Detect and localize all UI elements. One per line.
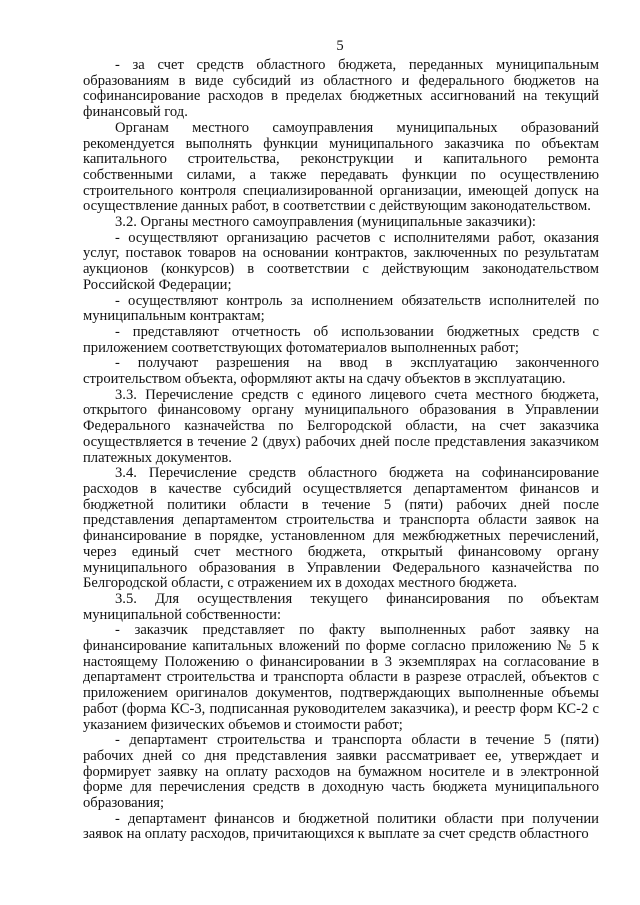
paragraph-customer-request-item: - заказчик представляет по факту выполненных работ заявку на финансирование капитальных вложений по форме согласно приложению № 5 к настоящему Положению о финансировании в 3 экземплярах на согласование в департамент строительства и транспорта области в разрезе отраслей, объектов с приложением оригиналов документов, подтверждающих выполненные объемы работ (форма КС-3, подписанная руководителем заказчика), и реестр форм КС-2 с указанием физических объемов и стоимости работ;	[83, 622, 599, 733]
page-number: 5	[336, 38, 344, 54]
paragraph-permits-item: - получают разрешения на ввод в эксплуатацию законченного строительством объекта, оформляют акты на сдачу объектов в эксплуатацию.	[83, 355, 599, 388]
paragraph-subsidies-item: - за счет средств областного бюджета, переданных муниципальным образованиям в виде субсидий из областного и федерального бюджетов на софинансирование расходов в пределах бюджетных ассигнований на текущий финансовый год.	[83, 57, 599, 121]
paragraph-settlements-item: - осуществляют организацию расчетов с исполнителями работ, оказания услуг, поставок товаров на основании контрактов, заключенных по результатам аукционов (конкурсов) в соответствии с действующим законодательством Российской Федерации;	[83, 229, 599, 293]
paragraph-control-item: - осуществляют контроль за исполнением обязательств исполнителей по муниципальным контрактам;	[83, 292, 599, 325]
paragraph-construction-department-item: - департамент строительства и транспорта области в течение 5 (пяти) рабочих дней со дня представления заявки рассматривает ее, утверждает и формирует заявку на оплату расходов на бумажном носителе и в электронной форме для перечисления средств в доходную часть бюджета муниципального образования;	[83, 732, 599, 812]
paragraph-reporting-item: - представляют отчетность об использовании бюджетных средств с приложением соответствующих фотоматериалов выполненных работ;	[83, 323, 599, 356]
paragraph-section-3-4: 3.4. Перечисление средств областного бюджета на софинансирование расходов в качестве субсидий осуществляется департаментом финансов и бюджетной политики области в течение 5 (пяти) рабочих дней после представления департаментом строительства и транспорта области заявок на финансирование в порядке, установленном для межбюджетных перечислений, через единый счет местного бюджета, открытый финансовому органу муниципального образования в Управлении Федерального казначейства по Белгородской области, с отражением их в доходах местного бюджета.	[83, 465, 599, 592]
document-body	[83, 58, 599, 843]
paragraph-finance-department-item: - департамент финансов и бюджетной политики области при получении заявок на оплату расходов, причитающихся к выплате за счет средств областного	[83, 810, 599, 843]
paragraph-local-authorities-recommendation: Органам местного самоуправления муниципальных образований рекомендуется выполнять функции муниципального заказчика по объектам капитального строительства, реконструкции и капитального ремонта собственными силами, а также передавать функции по осуществлению строительного контроля специализированной организации, имеющей допуск на осуществление данных работ, в соответствии с действующим законодательством.	[83, 119, 599, 215]
paragraph-section-3-2: 3.2. Органы местного самоуправления (муниципальные заказчики):	[115, 214, 536, 231]
paragraph-section-3-5: 3.5. Для осуществления текущего финансирования по объектам муниципальной собственности:	[83, 590, 599, 623]
paragraph-section-3-3: 3.3. Перечисление средств с единого лицевого счета местного бюджета, открытого финансовому органу муниципального образования в Управлении Федерального казначейства по Белгородской области, на счет заказчика осуществляется в течение 2 (двух) рабочих дней после представления заказчиком платежных документов.	[83, 386, 599, 466]
